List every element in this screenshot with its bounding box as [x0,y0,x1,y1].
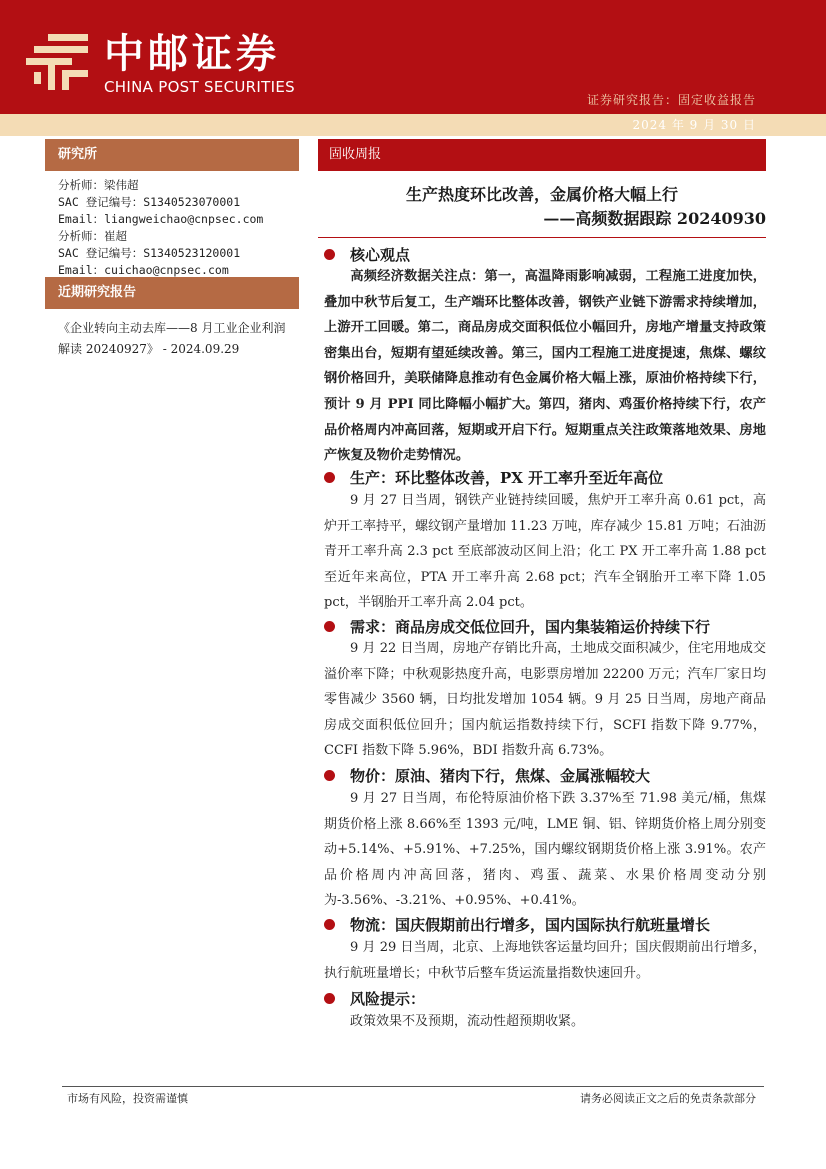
recent-report-link[interactable]: 《企业转向主动去库——8 月工业企业利润解读 20240927》 - 2024.09.29 [58,321,286,356]
section-title: 生产：环比整体改善，PX 开工率升至近年高位 [350,468,664,487]
section-body: 9 月 22 日当周，房地产存销比升高，土地成交面积减少，住宅用地成交溢价率下降；中秋观影热度升高，电影票房增加 22200 万元；汽车厂家日均零售减少 3560 辆，日均批发增加 1054 辆。9 月 25 日当周，房地产商品房成交面积低位回升；国内航运指数持续下行，SCFI 指数下降 9.77%，CCFI 指数下降 5.96%，BDI 指数升高 6.73%。 [324,641,766,758]
bullet-icon [324,993,335,1004]
footer-divider [62,1086,764,1087]
section-body: 政策效果不及预期，流动性超预期收紧。 [350,1014,585,1029]
section-heading-core-view [324,242,410,266]
china-post-logo-icon [26,34,94,90]
section-heading-demand [324,614,710,638]
analyst-sac-number: SAC 登记编号：S1340523070001 [58,195,241,209]
section-heading-risk [324,986,425,1010]
footer-disclaimer-note: 请务必阅读正文之后的免责条款部分 [580,1092,756,1105]
section-title: 物流：国庆假期前出行增多，国内国际执行航班量增长 [350,915,711,934]
analyst-email[interactable]: Email：cuichao@cnpsec.com [58,263,229,277]
report-date: 2024 年 9 月 30 日 [632,118,756,132]
bullet-icon [324,621,335,632]
report-subtitle: ——高频数据跟踪 20240930 [543,209,766,228]
bullet-icon [324,249,335,260]
report-type: 证券研究报告：固定收益报告 [586,93,756,107]
section-body: 高频经济数据关注点：第一，高温降雨影响减弱，工程施工进度加快，叠加中秋节后复工，生产端环比整体改善，钢铁产业链下游需求持续增加，上游开工回暖。第二，商品房成交面积低位小幅回升，房地产增量支持政策密集出台，短期有望延续改善。第三，国内工程施工进度提速，焦煤、螺纹钢价格回升，美联储降息推动有色金属价格大幅上涨，原油价格持续下行，预计 9 月 PPI 同比降幅小幅扩大。第四，猪肉、鸡蛋价格持续下行，农产品价格周内冲高回落，短期或开启下行。短期重点关注政策落地效果、房地产恢复及物价走势情况。 [324,269,766,464]
bullet-icon [324,472,335,483]
section-title: 核心观点 [350,245,411,264]
title-divider [318,237,766,238]
institute-heading: 研究所 [45,139,299,171]
analyst-sac-number: SAC 登记编号：S1340523120001 [58,246,241,260]
brand-name-en: CHINA POST SECURITIES [104,78,295,96]
brand-name-cn: 中邮证券 [104,31,280,77]
report-title: 生产热度环比改善，金属价格大幅上行 [405,185,678,204]
bullet-icon [324,770,335,781]
section-title: 物价：原油、猪肉下行，焦煤、金属涨幅较大 [350,766,651,785]
section-heading-prices [324,763,650,787]
bullet-icon [324,919,335,930]
section-title: 需求：商品房成交低位回升，国内集装箱运价持续下行 [350,617,711,636]
analyst-name: 分析师：崔超 [58,229,127,243]
section-heading-production [324,465,663,489]
footer-risk-notice: 市场有风险，投资需谨慎 [67,1092,188,1105]
section-body: 9 月 27 日当周，钢铁产业链持续回暖，焦炉开工率升高 0.61 pct，高炉开工率持平，螺纹钢产量增加 11.23 万吨，库存减少 15.81 万吨；石油沥青开工率升高 2.3 pct 至底部波动区间上沿；化工 PX 开工率升高 1.88 pct 至近年来高位，PTA 开工率升高 2.68 pct；汽车全钢胎开工率下降 1.05 pct，半钢胎开工率升高 2.04 pct。 [324,493,766,610]
section-title: 风险提示： [350,989,426,1008]
column-tag: 固收周报 [318,139,766,171]
section-body: 9 月 29 日当周，北京、上海地铁客运量均回升；国庆假期前出行增多，执行航班量增长；中秋节后整车货运流量指数快速回升。 [324,940,766,981]
recent-reports-heading: 近期研究报告 [45,277,299,309]
section-heading-logistics [324,912,710,936]
section-body: 9 月 27 日当周，布伦特原油价格下跌 3.37%至 71.98 美元/桶，焦煤期货价格上涨 8.66%至 1393 元/吨，LME 铜、铝、锌期货价格上周分别变动+5.14%、+5.91%、+7.25%，国内螺纹钢期货价格上涨 3.91%。农产品价格周内冲高回落，猪肉、鸡蛋、蔬菜、水果价格周变动分别为-3.56%、-3.21%、+0.95%、+0.41%。 [324,791,766,908]
analyst-email[interactable]: Email：liangweichao@cnpsec.com [58,212,264,226]
analyst-name: 分析师：梁伟超 [58,178,139,192]
